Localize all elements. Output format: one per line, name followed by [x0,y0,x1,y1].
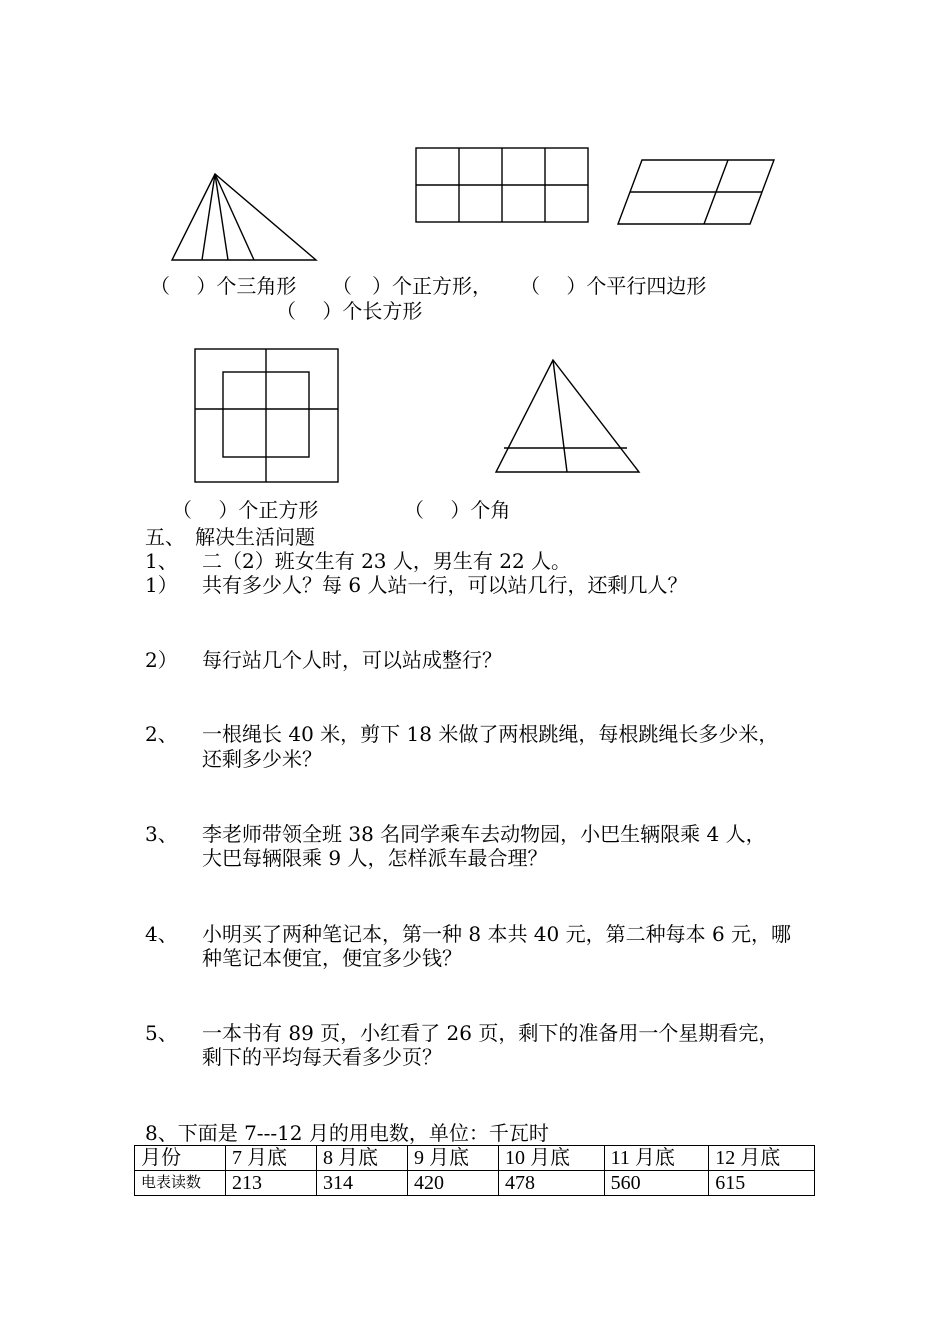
row-label-cell: 电表读数 [135,1171,226,1196]
nested-squares-figure [192,346,342,486]
problem-text: 共有多少人？每 6 人站一行，可以站几行，还剩几人？ [202,573,688,597]
problem-text: 每行站几个人时，可以站成整行？ [202,648,502,672]
nested-square-count-label: （ ）个正方形 [172,498,319,522]
table-header-cell: 8 月底 [317,1146,408,1171]
table-header-cell: 12 月底 [709,1146,815,1171]
reading-cell: 314 [317,1171,408,1196]
reading-cell: 560 [604,1171,709,1196]
problem-text: 种笔记本便宜，便宜多少钱？ [202,946,462,970]
problem-number: 1、 [145,549,178,573]
table-caption: 8、下面是 7---12 月的用电数，单位：千瓦时 [145,1121,549,1145]
square-count-label: （ ）个正方形， [332,274,492,298]
rectangle-count-label: （ ）个长方形 [276,299,423,323]
problem-number: 2、 [145,722,178,746]
problem-text: 剩下的平均每天看多少页？ [202,1045,442,1069]
angle-triangle-figure [494,356,644,476]
table-header-cell: 11 月底 [604,1146,709,1171]
table-header-cell: 10 月底 [499,1146,605,1171]
problem-text: 一本书有 89 页，小红看了 26 页，剩下的准备用一个星期看完， [202,1021,779,1045]
fan-triangle-figure [170,170,320,265]
problem-text: 一根绳长 40 米，剪下 18 米做了两根跳绳，每根跳绳长多少米， [202,722,779,746]
reading-cell: 213 [226,1171,317,1196]
electricity-table [134,1145,815,1196]
parallelogram-count-label: （ ）个平行四边形 [520,274,707,298]
square-grid-figure [414,146,592,226]
table-row [135,1171,815,1196]
problem-number: 5、 [145,1021,178,1045]
problem-text: 大巴每辆限乘 9 人，怎样派车最合理？ [202,846,548,870]
section-title: 五、 解决生活问题 [145,525,315,549]
problem-text: 小明买了两种笔记本，第一种 8 本共 40 元，第二种每本 6 元，哪 [202,922,792,946]
reading-cell: 478 [499,1171,605,1196]
problem-text: 李老师带领全班 38 名同学乘车去动物园，小巴生辆限乘 4 人， [202,822,766,846]
table-header-row [135,1146,815,1171]
triangle-count-label: （ ）个三角形 [150,274,297,298]
parallelogram-figure [614,156,779,228]
angle-count-label: （ ）个角 [404,498,511,522]
problem-number: 3、 [145,822,178,846]
reading-cell: 615 [709,1171,815,1196]
problem-text: 还剩多少米？ [202,747,322,771]
problem-number: 2） [145,648,178,672]
table-header-cell: 9 月底 [408,1146,499,1171]
problem-number: 1） [145,573,178,597]
table-header-cell: 月份 [135,1146,226,1171]
reading-cell: 420 [408,1171,499,1196]
problem-number: 4、 [145,922,178,946]
table-header-cell: 7 月底 [226,1146,317,1171]
problem-text: 二（2）班女生有 23 人，男生有 22 人。 [202,549,572,573]
